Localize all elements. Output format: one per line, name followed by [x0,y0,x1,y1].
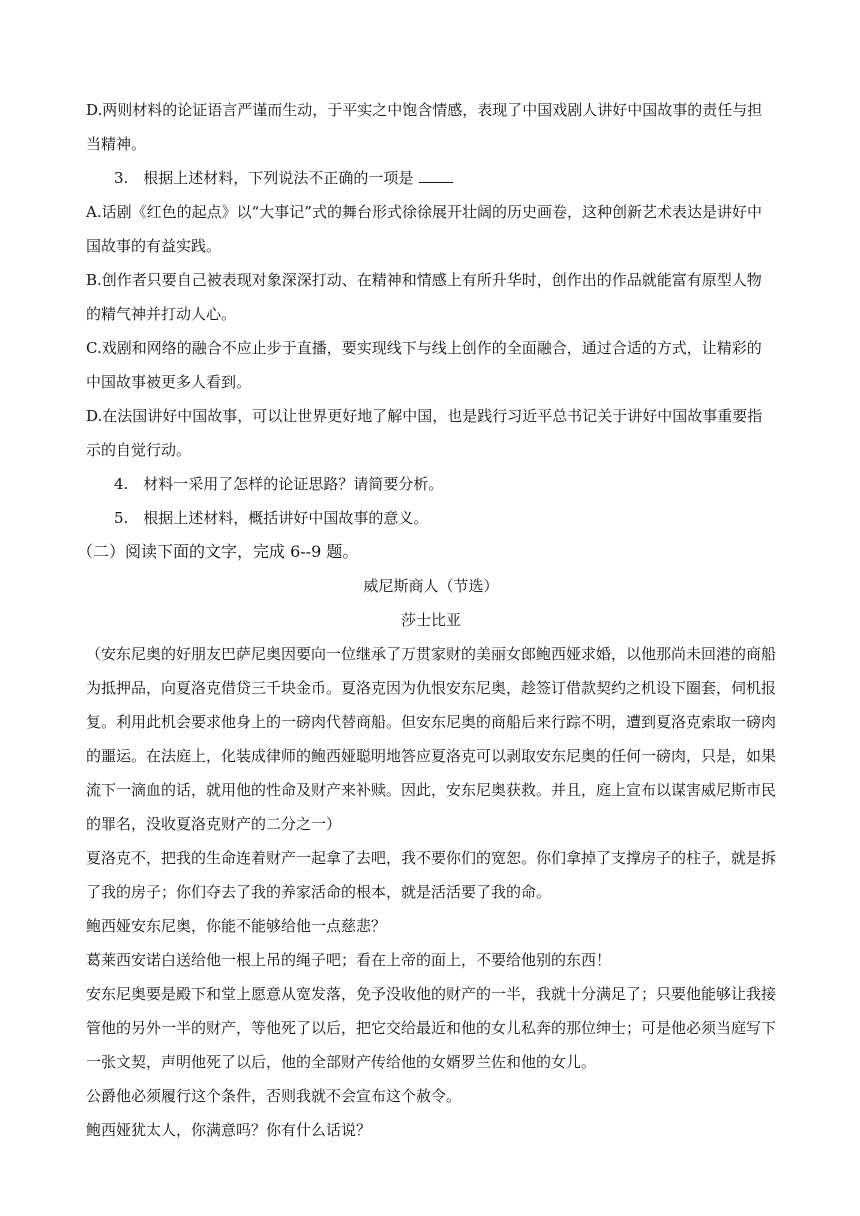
q3-stem [86,161,776,195]
dialogue-duke: 公爵他必须履行这个条件，否则我就不会宣布这个赦令。 [86,1087,462,1105]
dialogue-portia-1: 鲍西娅安东尼奥，你能不能够给他一点慈悲？ [86,917,387,935]
q3-option-a: A.话剧《红色的起点》以“大事记”式的舞台形式徐徐展开壮阔的历史画卷，这种创新艺术表达是讲好中国故事的有益实践。 [86,203,762,255]
dialogue-shylock: 夏洛克不，把我的生命连着财产一起拿了去吧，我不要你们的宽恕。你们拿掉了支撑房子的柱子，就是拆了我的房子；你们夺去了我的养家活命的根本，就是活活要了我的命。 [86,849,777,901]
text-title: 威尼斯商人（节选） [363,577,499,595]
dialogue-antonio: 安东尼奥要是殿下和堂上愿意从宽发落，免予没收他的财产的一半，我就十分满足了；只要他能够让我接管他的另外一半的财产，等他死了以后，把它交给最近和他的女儿私奔的那位绅士；可是他必须当庭写下一张文契，声明他死了以后，他的全部财产传给他的女婿罗兰佐和他的女儿。 [86,985,777,1071]
document-content [77,93,777,1147]
intro-paragraph: （安东尼奥的好朋友巴萨尼奥因要向一位继承了万贯家财的美丽女郎鲍西娅求婚，以他那尚未回港的商船为抵押品，向夏洛克借贷三千块金币。夏洛克因为仇恨安东尼奥，趁签订借款契约之机设下圈套，伺机报复。利用此机会要求他身上的一磅肉代替商船。但安东尼奥的商船后来行踪不明，遭到夏洛克索取一磅肉的噩运。在法庭上，化装成律师的鲍西娅聪明地答应夏洛克可以剥取安东尼奥的任何一磅肉，只是，如果流下一滴血的话，就用他的性命及财产来补赎。因此，安东尼奥获救。并且，庭上宣布以谋害威尼斯市民的罪名，没收夏洛克财产的二分之一） [86,645,777,833]
dialogue-gratiano: 葛莱西安诺白送给他一根上吊的绳子吧；看在上帝的面上，不要给他别的东西！ [86,951,612,969]
q2-option-d: D.两则材料的论证语言严谨而生动，于平实之中饱含情感，表现了中国戏剧人讲好中国故事的责任与担当精神。 [86,101,763,153]
dialogue-portia-2: 鲍西娅犹太人，你满意吗？你有什么话说？ [86,1121,372,1139]
q3-option-b: B.创作者只要自己被表现对象深深打动、在精神和情感上有所升华时，创作出的作品就能富有原型人物的精气神并打动人心。 [86,271,762,323]
section-heading: （二）阅读下面的文字，完成 6--9 题。 [77,542,359,561]
answer-blank [419,168,453,183]
text-author: 莎士比亚 [400,611,461,629]
q3-option-d: D.在法国讲好中国故事，可以让世界更好地了解中国，也是践行习近平总书记关于讲好中国故事重要指示的自觉行动。 [86,407,763,459]
q4: 4. 材料一采用了怎样的论证思路？请简要分析。 [114,475,444,493]
q3-stem-text: 3. 根据上述材料，下列说法不正确的一项是 [114,169,414,187]
q3-option-c: C.戏剧和网络的融合不应止步于直播，要实现线下与线上创作的全面融合，通过合适的方式，让精彩的中国故事被更多人看到。 [86,339,762,391]
q5: 5. 根据上述材料，概括讲好中国故事的意义。 [114,509,429,527]
